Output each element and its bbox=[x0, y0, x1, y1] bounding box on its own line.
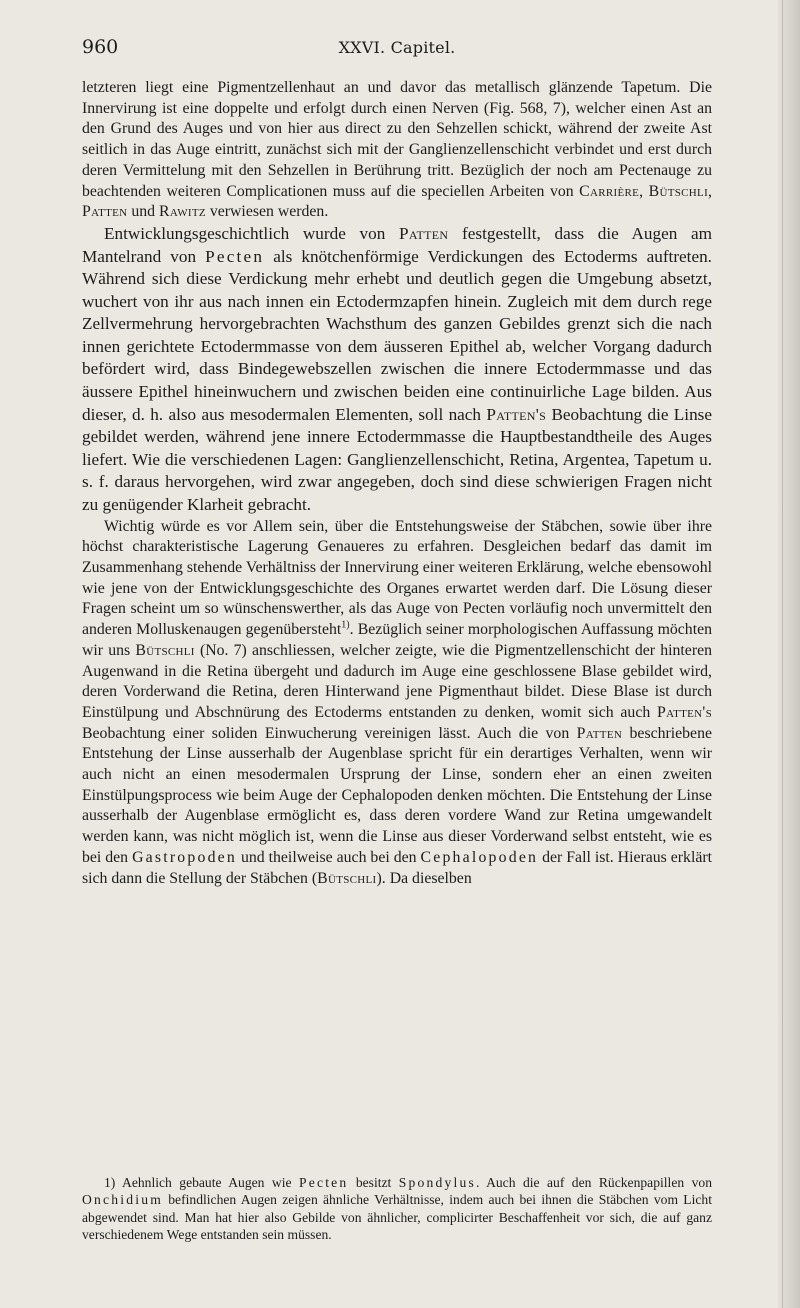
footnote bbox=[82, 1174, 712, 1244]
paragraph bbox=[82, 78, 712, 223]
text-run: . Bezüglich seiner morphologischen Auffassung möchten wir uns bbox=[82, 621, 712, 659]
text-run: Beobachtung einer soliden Einwucherung vereinigen lässt. Auch die von bbox=[82, 724, 577, 742]
author-name: Patten bbox=[576, 724, 623, 742]
text-run: besitzt bbox=[348, 1175, 399, 1190]
author-name: Rawitz bbox=[159, 203, 206, 221]
text-run: 1) Aehnlich gebaute Augen wie bbox=[104, 1175, 299, 1190]
author-name: Bütschli bbox=[317, 869, 377, 887]
page-edge bbox=[778, 0, 800, 1308]
running-head: XXVI. Capitel. bbox=[338, 38, 456, 57]
text-run: der Fall ist. Hieraus erklärt sich dann die Stellung der Stäbchen ( bbox=[82, 848, 712, 887]
text-run: befindlichen Augen zeigen ähnliche Verhältnisse, indem auch bei ihnen die Stäbchen vom Licht abgewendet sind. Man hat hier also Gebilde von ähnlicher, complicirter Beschaffenheit vor sich, die auf ganz verschiedenem Wege entstanden sein müssen. bbox=[82, 1192, 712, 1243]
paragraph bbox=[82, 517, 712, 890]
author-name: Patten bbox=[82, 203, 128, 221]
text-run: beschriebene Entstehung der Linse ausserhalb der Augenblase spricht für ein derartiges Verhalten, wenn wir auch nicht an einen mesodermalen Ursprung der Linse, sondern eher an einen zweiten Einstülpungsprocess wie beim Auge der Cephalopoden denken möchten. Die Entstehung der Linse ausserhalb der Augenblase ermöglicht es, dass deren vordere Wand zur Retina umgewandelt werden kann, was nicht möglich ist, wenn die Linse aus dieser Vorderwand selbst entsteht, wie es bei den bbox=[82, 724, 712, 866]
author-name: Patten's bbox=[486, 404, 547, 424]
text-run: , bbox=[639, 182, 649, 200]
text-run: Entwicklungsgeschichtlich wurde von bbox=[104, 223, 399, 243]
taxon-name: Onchidium bbox=[82, 1192, 163, 1208]
taxon-name: Spondylus bbox=[398, 1175, 476, 1190]
page-header bbox=[82, 36, 712, 62]
text-run: , bbox=[708, 182, 712, 200]
taxon-name: Cephalopoden bbox=[420, 848, 539, 866]
text-run: und bbox=[127, 203, 160, 221]
text-run: verwiesen werden. bbox=[205, 203, 329, 221]
text-run: (No. 7) anschliessen, welcher zeigte, wie die Pigmentzellenschicht der hinteren Augenwand in die Retina übergeht und dadurch im Auge eine geschlossene Blase gebildet wird, deren Vorderwand die Retina, deren Hinterwand jene Pigmenthaut bildet. Diese Blase ist durch Einstülpung und Abschnürung des Ectoderms entstanden zu denken, womit sich auch bbox=[82, 641, 712, 721]
paragraph bbox=[82, 223, 712, 517]
taxon-name: Gastropoden bbox=[132, 848, 237, 866]
footnote-marker: 1) bbox=[341, 619, 350, 631]
taxon-name: Pecten bbox=[298, 1175, 349, 1190]
taxon-name: Pecten bbox=[205, 246, 265, 266]
footnote-text bbox=[82, 1174, 712, 1244]
text-run: und theilweise auch bei den bbox=[236, 848, 421, 866]
text-run: Wichtig würde es vor Allem sein, über die Entstehungsweise der Stäbchen, sowie über ihre höchst charakteristische Lagerung Genaueres zu erfahren. Desgleichen bedarf das damit im Zusammenhang stehende Verhältniss der Innervirung einer weiteren Erklärung, welche ebensowohl wie jene von der Entwicklungsgeschichte des Organes erwartet werden darf. Die Lösung dieser Fragen scheint um so wünschenswerther, als das Auge von Pecten vorläufig noch unvermittelt den anderen Molluskenaugen gegenübersteht bbox=[82, 517, 712, 639]
page-number: 960 bbox=[82, 36, 119, 58]
body-text bbox=[82, 78, 712, 889]
text-run: letzteren liegt eine Pigmentzellenhaut an und davor das metallisch glänzende Tapetum. Die Innervirung ist eine doppelte und erfolgt durch einen Nerven (Fig. 568, 7), welcher einen Ast an den Grund des Auges und von hier aus direct zu den Sehzellen schickt, während der zweite Ast seitlich in das Auge eintritt, zunächst sich mit der Ganglienzellenschicht verbindet und erst durch deren Vermittelung mit den Sehzellen in Berührung tritt. Bezüglich der noch am Pectenauge zu beachtenden weiteren Complicationen muss auf die speciellen Arbeiten von bbox=[82, 79, 712, 200]
author-name: Bütschli bbox=[648, 182, 709, 200]
author-name: Bütschli bbox=[135, 641, 195, 659]
author-name: Carrière bbox=[579, 182, 640, 200]
text-run: . Auch die auf den Rückenpapillen von bbox=[475, 1175, 712, 1190]
text-run: Beobachtung die Linse gebildet werden, während jene innere Ectodermmasse die Hauptbestandtheile des Auges liefert. Wie die verschiedenen Lagen: Ganglienzellenschicht, Retina, Argentea, Tapetum u. s. f. daraus hervorgehen, wird zwar angegeben, doch sind diese schwierigen Fragen nicht zu genügender Klarheit gebracht. bbox=[82, 404, 712, 515]
text-run: festgestellt, dass die Augen am Mantelrand von bbox=[82, 223, 712, 266]
author-name: Patten's bbox=[657, 703, 712, 721]
text-run: als knötchenförmige Verdickungen des Ectoderms auftreten. Während sich diese Verdickung mehr erhebt und deutlich gegen die Umgebung absetzt, wuchert von ihr aus nach innen ein Ectodermzapfen hinein. Zugleich mit dem durch rege Zellvermehrung hervorgebrachten Wachsthum des ganzen Gebildes grenzt sich die nach innen gerichtete Ectodermmasse von dem äusseren Epithel ab, welcher Vorgang dadurch befördert wird, dass Bindegewebszellen zwischen die innere Ectodermmasse und das äussere Epithel hineinwuchern und zwischen beiden eine continuirliche Lage bilden. Aus dieser, d. h. also aus mesodermalen Elementen, soll nach bbox=[82, 246, 712, 424]
text-run: ). Da dieselben bbox=[376, 869, 472, 887]
author-name: Patten bbox=[399, 223, 449, 243]
